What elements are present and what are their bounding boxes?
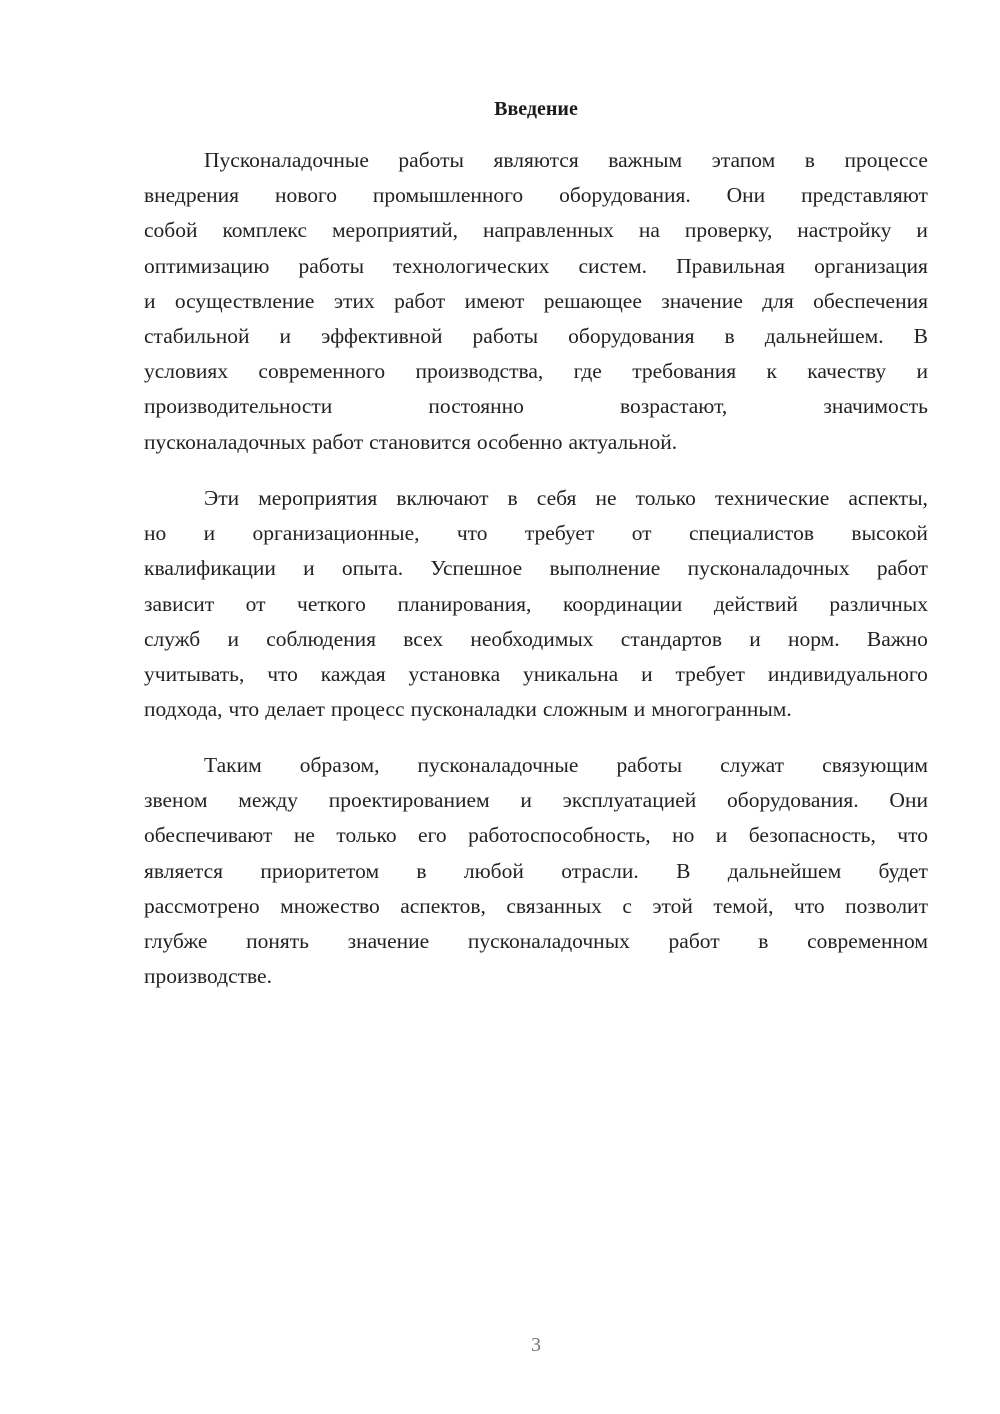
text-line: но и организационные, что требует от специалистов высокой bbox=[144, 521, 928, 546]
text-line: зависит от четкого планирования, координации действий различных bbox=[144, 591, 928, 616]
text-line: учитывать, что каждая установка уникальна и требует индивидуального bbox=[144, 661, 928, 686]
text-line: Пусконаладочные работы являются важным этапом в процессе bbox=[204, 148, 928, 172]
text-line: пусконаладочных работ становится особенно актуальной. bbox=[144, 429, 678, 454]
paragraph-2 bbox=[144, 481, 928, 727]
text-line: производительности постоянно возрастают, значимость bbox=[144, 394, 928, 419]
text-line: глубже понять значение пусконаладочных работ в современном bbox=[144, 928, 928, 953]
text-line: Эти мероприятия включают в себя не только технические аспекты, bbox=[204, 486, 928, 510]
text-line: служб и соблюдения всех необходимых стандартов и норм. Важно bbox=[144, 626, 928, 651]
text-line: условиях современного производства, где требования к качеству и bbox=[144, 359, 928, 384]
text-line: звеном между проектированием и эксплуатацией оборудования. Они bbox=[144, 788, 928, 813]
page-number: 3 bbox=[531, 1334, 541, 1356]
text-line: стабильной и эффективной работы оборудования в дальнейшем. В bbox=[144, 323, 928, 348]
text-line: квалификации и опыта. Успешное выполнение пусконаладочных работ bbox=[144, 556, 928, 581]
text-line: внедрения нового промышленного оборудования. Они представляют bbox=[144, 183, 928, 208]
text-line: собой комплекс мероприятий, направленных на проверку, настройку и bbox=[144, 218, 928, 243]
text-line: и осуществление этих работ имеют решающее значение для обеспечения bbox=[144, 288, 928, 313]
text-line: подхода, что делает процесс пусконаладки сложным и многогранным. bbox=[144, 697, 792, 722]
paragraph-3 bbox=[144, 748, 928, 994]
text-line: Таким образом, пусконаладочные работы служат связующим bbox=[204, 753, 928, 777]
page-title: Введение bbox=[494, 98, 578, 120]
paragraph-1 bbox=[144, 143, 928, 460]
text-line: оптимизацию работы технологических систем. Правильная организация bbox=[144, 253, 928, 278]
text-line: является приоритетом в любой отрасли. В дальнейшем будет bbox=[144, 858, 928, 883]
text-line: обеспечивают не только его работоспособность, но и безопасность, что bbox=[144, 823, 928, 848]
text-line: производстве. bbox=[144, 964, 272, 989]
text-line: рассмотрено множество аспектов, связанных с этой темой, что позволит bbox=[144, 893, 928, 918]
